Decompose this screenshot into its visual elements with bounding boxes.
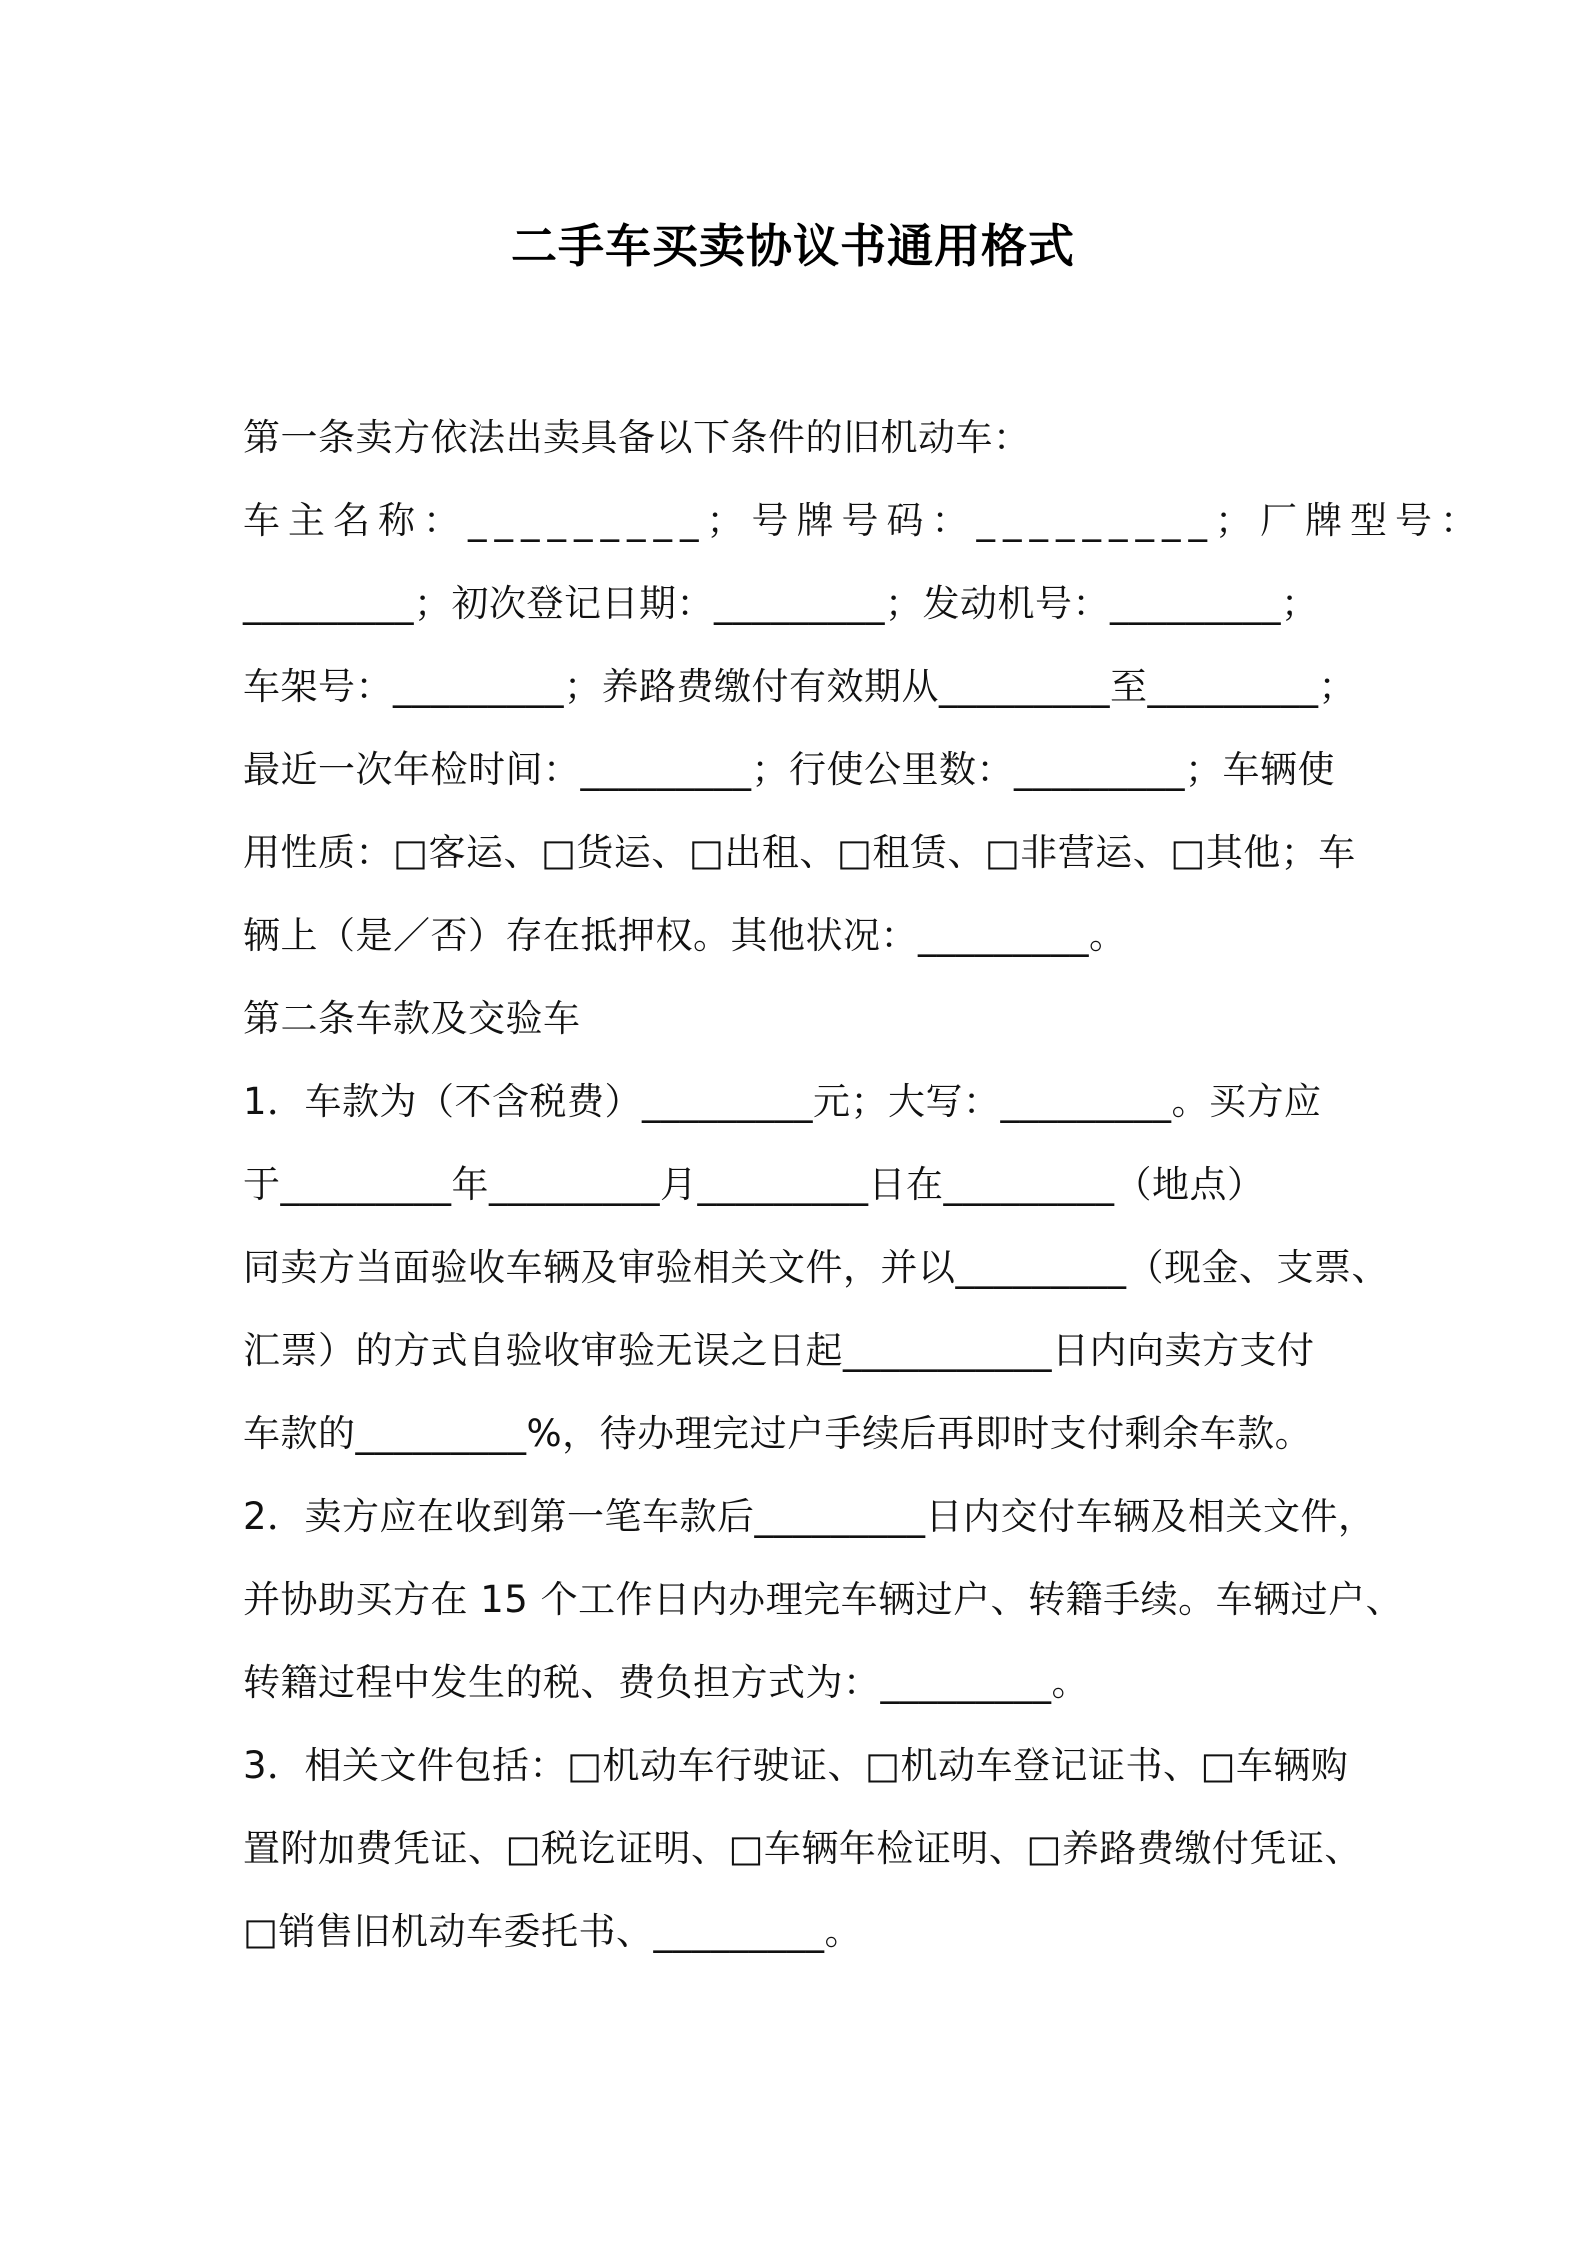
document-title: 二手车买卖协议书通用格式 — [511, 219, 1075, 273]
text-line: 转籍过程中发生的税、费负担方式为：_________。 — [243, 1661, 1089, 1704]
text-line: 同卖方当面验收车辆及审验相关文件，并以_________（现金、支票、 — [243, 1246, 1389, 1289]
article-1-heading: 第一条卖方依法出卖具备以下条件的旧机动车： — [243, 416, 1031, 459]
text-line: 置附加费凭证、□税讫证明、□车辆年检证明、□养路费缴付凭证、 — [243, 1827, 1362, 1870]
text-line: 2．卖方应在收到第一笔车款后_________日内交付车辆及相关文件， — [243, 1495, 1376, 1538]
text-line: 车款的_________%，待办理完过户手续后再即时支付剩余车款。 — [243, 1412, 1313, 1455]
text-line: 车主名称：_________；号牌号码：_________；厂牌型号： — [243, 499, 1485, 542]
document-body — [243, 408, 1485, 1985]
text-line: 汇票）的方式自验收审验无误之日起___________日内向卖方支付 — [243, 1329, 1315, 1372]
article-2-heading: 第二条车款及交验车 — [243, 997, 581, 1040]
text-line: 辆上（是／否）存在抵押权。其他状况：_________。 — [243, 914, 1127, 957]
text-line: 1．车款为（不含税费）_________元；大写：_________。买方应 — [243, 1080, 1322, 1123]
text-line: 车架号：_________；养路费缴付有效期从_________至_________； — [243, 665, 1356, 708]
text-line: 最近一次年检时间：_________；行使公里数：_________；车辆使 — [243, 748, 1335, 791]
text-line: 于_________年_________月_________日在_________（地点） — [243, 1163, 1265, 1206]
text-line: □销售旧机动车委托书、_________。 — [243, 1910, 862, 1953]
text-line: 3．相关文件包括：□机动车行驶证、□机动车登记证书、□车辆购 — [243, 1744, 1349, 1787]
text-line: 并协助买方在 15 个工作日内办理完车辆过户、转籍手续。车辆过户、 — [243, 1578, 1404, 1621]
text-line: 用性质：□客运、□货运、□出租、□租赁、□非营运、□其他；车 — [243, 831, 1356, 874]
text-line: _________；初次登记日期：_________；发动机号：_________； — [243, 582, 1319, 625]
